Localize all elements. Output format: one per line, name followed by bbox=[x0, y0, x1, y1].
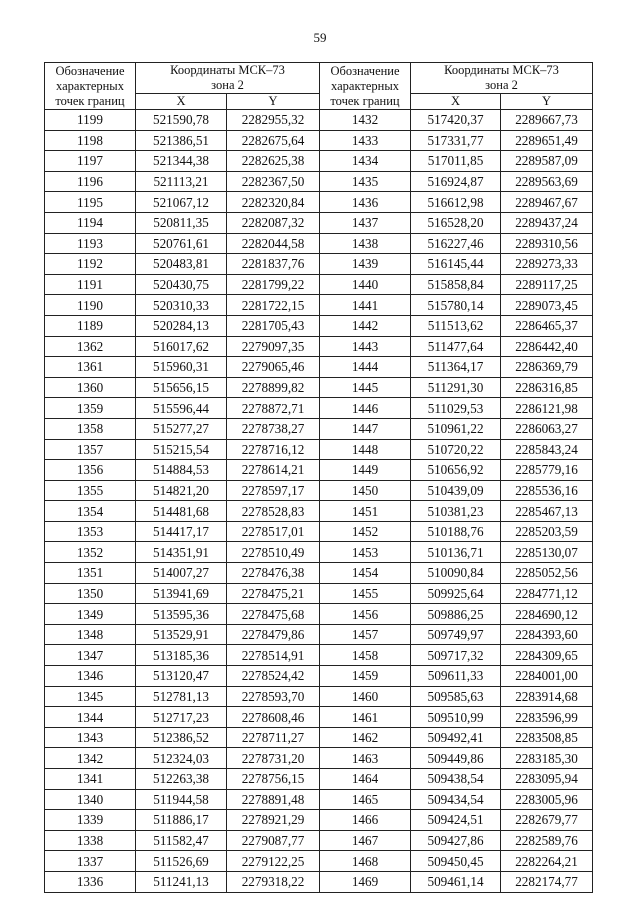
table-row bbox=[45, 171, 593, 192]
table-row bbox=[45, 254, 593, 275]
x-left-cell: 511241,13 bbox=[136, 871, 227, 892]
y-right-cell: 2289667,73 bbox=[501, 110, 593, 131]
x-left-cell: 514884,53 bbox=[136, 460, 227, 481]
y-left-cell: 2278891,48 bbox=[227, 789, 320, 810]
table-row bbox=[45, 274, 593, 295]
x-right-cell: 510136,71 bbox=[411, 542, 501, 563]
point-id-left-cell: 1348 bbox=[45, 624, 136, 645]
point-id-left-cell: 1350 bbox=[45, 583, 136, 604]
y-right-cell: 2282174,77 bbox=[501, 871, 593, 892]
y-left-cell: 2278614,21 bbox=[227, 460, 320, 481]
table-row bbox=[45, 871, 593, 892]
point-id-left-cell: 1339 bbox=[45, 810, 136, 831]
point-id-left-cell: 1194 bbox=[45, 212, 136, 233]
x-right-cell: 509585,63 bbox=[411, 686, 501, 707]
point-id-right-cell: 1447 bbox=[320, 418, 411, 439]
y-right-cell: 2285536,16 bbox=[501, 480, 593, 501]
point-id-left-cell: 1353 bbox=[45, 521, 136, 542]
table-row bbox=[45, 686, 593, 707]
point-id-left-cell: 1192 bbox=[45, 254, 136, 275]
designation-header-line3: точек границ bbox=[55, 93, 125, 108]
y-right-cell: 2286465,37 bbox=[501, 315, 593, 336]
table-row bbox=[45, 521, 593, 542]
page-number: 59 bbox=[313, 30, 327, 45]
table-row bbox=[45, 727, 593, 748]
point-id-right-cell: 1465 bbox=[320, 789, 411, 810]
x-right-cell: 509450,45 bbox=[411, 851, 501, 872]
x-left-cell: 520761,61 bbox=[136, 233, 227, 254]
x-left-cell: 516017,62 bbox=[136, 336, 227, 357]
point-id-left-cell: 1362 bbox=[45, 336, 136, 357]
x-left-cell: 514481,68 bbox=[136, 501, 227, 522]
y-right-cell: 2285130,07 bbox=[501, 542, 593, 563]
point-id-right-cell: 1434 bbox=[320, 151, 411, 172]
table-row bbox=[45, 130, 593, 151]
x-left-cell: 520483,81 bbox=[136, 254, 227, 275]
y-right-cell: 2283508,85 bbox=[501, 727, 593, 748]
point-id-left-cell: 1347 bbox=[45, 645, 136, 666]
designation-header-line1: Обозначение bbox=[55, 63, 125, 78]
point-id-left-cell: 1191 bbox=[45, 274, 136, 295]
y-left-cell: 2278517,01 bbox=[227, 521, 320, 542]
y-right-cell: 2285052,56 bbox=[501, 563, 593, 584]
x-left-cell: 512717,23 bbox=[136, 707, 227, 728]
y-left-cell: 2278731,20 bbox=[227, 748, 320, 769]
y-right-cell: 2286442,40 bbox=[501, 336, 593, 357]
designation-header-line2: характерных bbox=[331, 78, 399, 93]
table-row bbox=[45, 851, 593, 872]
point-id-left-cell: 1189 bbox=[45, 315, 136, 336]
x-right-cell: 510381,23 bbox=[411, 501, 501, 522]
y-left-cell: 2281799,22 bbox=[227, 274, 320, 295]
point-id-right-cell: 1456 bbox=[320, 604, 411, 625]
x-right-cell: 510188,76 bbox=[411, 521, 501, 542]
y-right-cell: 2283914,68 bbox=[501, 686, 593, 707]
point-id-right-cell: 1449 bbox=[320, 460, 411, 481]
y-right-cell: 2289273,33 bbox=[501, 254, 593, 275]
y-right-cell: 2286316,85 bbox=[501, 377, 593, 398]
point-id-right-cell: 1451 bbox=[320, 501, 411, 522]
y-left-cell: 2278921,29 bbox=[227, 810, 320, 831]
point-id-right-cell: 1445 bbox=[320, 377, 411, 398]
point-id-right-cell: 1459 bbox=[320, 666, 411, 687]
y-left-cell: 2278514,91 bbox=[227, 645, 320, 666]
designation-header-left bbox=[45, 63, 136, 110]
x-left-cell: 513941,69 bbox=[136, 583, 227, 604]
x-left-cell: 515215,54 bbox=[136, 439, 227, 460]
y-left-cell: 2281837,76 bbox=[227, 254, 320, 275]
point-id-left-cell: 1342 bbox=[45, 748, 136, 769]
x-left-cell: 521067,12 bbox=[136, 192, 227, 213]
point-id-left-cell: 1196 bbox=[45, 171, 136, 192]
y-left-cell: 2279097,35 bbox=[227, 336, 320, 357]
designation-header-line2: характерных bbox=[56, 78, 124, 93]
x-right-cell: 510720,22 bbox=[411, 439, 501, 460]
x-right-cell: 509434,54 bbox=[411, 789, 501, 810]
y-left-cell: 2278738,27 bbox=[227, 418, 320, 439]
point-id-left-cell: 1352 bbox=[45, 542, 136, 563]
y-right-cell: 2289587,09 bbox=[501, 151, 593, 172]
point-id-right-cell: 1450 bbox=[320, 480, 411, 501]
point-id-left-cell: 1359 bbox=[45, 398, 136, 419]
point-id-right-cell: 1437 bbox=[320, 212, 411, 233]
y-left-cell: 2279122,25 bbox=[227, 851, 320, 872]
x-header-right: X bbox=[411, 94, 501, 110]
table-row bbox=[45, 295, 593, 316]
point-id-right-cell: 1432 bbox=[320, 110, 411, 131]
table-row bbox=[45, 233, 593, 254]
y-left-cell: 2282367,50 bbox=[227, 171, 320, 192]
x-right-cell: 510439,09 bbox=[411, 480, 501, 501]
y-left-cell: 2279087,77 bbox=[227, 830, 320, 851]
point-id-left-cell: 1351 bbox=[45, 563, 136, 584]
point-id-left-cell: 1193 bbox=[45, 233, 136, 254]
x-right-cell: 516145,44 bbox=[411, 254, 501, 275]
x-right-cell: 509925,64 bbox=[411, 583, 501, 604]
table-row bbox=[45, 110, 593, 131]
y-right-cell: 2284309,65 bbox=[501, 645, 593, 666]
y-right-cell: 2286121,98 bbox=[501, 398, 593, 419]
point-id-right-cell: 1443 bbox=[320, 336, 411, 357]
y-left-cell: 2281705,43 bbox=[227, 315, 320, 336]
x-left-cell: 515656,15 bbox=[136, 377, 227, 398]
table-row bbox=[45, 460, 593, 481]
x-left-cell: 521386,51 bbox=[136, 130, 227, 151]
point-id-right-cell: 1466 bbox=[320, 810, 411, 831]
point-id-left-cell: 1337 bbox=[45, 851, 136, 872]
table-row bbox=[45, 439, 593, 460]
y-left-cell: 2281722,15 bbox=[227, 295, 320, 316]
point-id-right-cell: 1453 bbox=[320, 542, 411, 563]
table-row bbox=[45, 192, 593, 213]
y-left-cell: 2278608,46 bbox=[227, 707, 320, 728]
table-body bbox=[45, 110, 593, 893]
x-left-cell: 512781,13 bbox=[136, 686, 227, 707]
table-row bbox=[45, 336, 593, 357]
point-id-right-cell: 1467 bbox=[320, 830, 411, 851]
x-left-cell: 521344,38 bbox=[136, 151, 227, 172]
point-id-left-cell: 1195 bbox=[45, 192, 136, 213]
point-id-right-cell: 1468 bbox=[320, 851, 411, 872]
y-right-cell: 2282264,21 bbox=[501, 851, 593, 872]
point-id-left-cell: 1345 bbox=[45, 686, 136, 707]
y-left-cell: 2278528,83 bbox=[227, 501, 320, 522]
point-id-left-cell: 1338 bbox=[45, 830, 136, 851]
x-right-cell: 509438,54 bbox=[411, 769, 501, 790]
point-id-right-cell: 1462 bbox=[320, 727, 411, 748]
x-left-cell: 520811,35 bbox=[136, 212, 227, 233]
x-left-cell: 511944,58 bbox=[136, 789, 227, 810]
x-right-cell: 509886,25 bbox=[411, 604, 501, 625]
y-right-cell: 2289073,45 bbox=[501, 295, 593, 316]
point-id-right-cell: 1463 bbox=[320, 748, 411, 769]
y-right-cell: 2284001,00 bbox=[501, 666, 593, 687]
x-right-cell: 511291,30 bbox=[411, 377, 501, 398]
y-right-cell: 2286063,27 bbox=[501, 418, 593, 439]
y-right-cell: 2284690,12 bbox=[501, 604, 593, 625]
table-row bbox=[45, 666, 593, 687]
coordinates-table bbox=[44, 62, 593, 893]
x-left-cell: 521113,21 bbox=[136, 171, 227, 192]
coords-header-line1: Координаты МСК–73 bbox=[170, 63, 285, 77]
y-left-cell: 2282625,38 bbox=[227, 151, 320, 172]
x-left-cell: 515596,44 bbox=[136, 398, 227, 419]
y-left-cell: 2282044,58 bbox=[227, 233, 320, 254]
point-id-right-cell: 1464 bbox=[320, 769, 411, 790]
point-id-right-cell: 1458 bbox=[320, 645, 411, 666]
y-right-cell: 2285843,24 bbox=[501, 439, 593, 460]
point-id-left-cell: 1349 bbox=[45, 604, 136, 625]
y-left-cell: 2278716,12 bbox=[227, 439, 320, 460]
x-right-cell: 509424,51 bbox=[411, 810, 501, 831]
point-id-right-cell: 1469 bbox=[320, 871, 411, 892]
table-row bbox=[45, 583, 593, 604]
x-left-cell: 514007,27 bbox=[136, 563, 227, 584]
table-row bbox=[45, 357, 593, 378]
x-right-cell: 516528,20 bbox=[411, 212, 501, 233]
x-right-cell: 510961,22 bbox=[411, 418, 501, 439]
coords-header-line2: зона 2 bbox=[211, 78, 244, 92]
point-id-left-cell: 1198 bbox=[45, 130, 136, 151]
point-id-left-cell: 1361 bbox=[45, 357, 136, 378]
point-id-right-cell: 1446 bbox=[320, 398, 411, 419]
point-id-right-cell: 1455 bbox=[320, 583, 411, 604]
y-right-cell: 2284771,12 bbox=[501, 583, 593, 604]
y-left-cell: 2278479,86 bbox=[227, 624, 320, 645]
x-left-cell: 515277,27 bbox=[136, 418, 227, 439]
table-row bbox=[45, 624, 593, 645]
point-id-left-cell: 1340 bbox=[45, 789, 136, 810]
x-left-cell: 520310,33 bbox=[136, 295, 227, 316]
table-row bbox=[45, 707, 593, 728]
table-row bbox=[45, 810, 593, 831]
y-left-cell: 2279318,22 bbox=[227, 871, 320, 892]
point-id-right-cell: 1439 bbox=[320, 254, 411, 275]
x-left-cell: 520430,75 bbox=[136, 274, 227, 295]
point-id-left-cell: 1199 bbox=[45, 110, 136, 131]
y-left-cell: 2278475,68 bbox=[227, 604, 320, 625]
point-id-left-cell: 1357 bbox=[45, 439, 136, 460]
y-left-cell: 2278476,38 bbox=[227, 563, 320, 584]
table-row bbox=[45, 480, 593, 501]
y-left-cell: 2282955,32 bbox=[227, 110, 320, 131]
x-left-cell: 512324,03 bbox=[136, 748, 227, 769]
x-right-cell: 509492,41 bbox=[411, 727, 501, 748]
x-left-cell: 520284,13 bbox=[136, 315, 227, 336]
coords-header-left bbox=[136, 63, 320, 94]
point-id-right-cell: 1448 bbox=[320, 439, 411, 460]
point-id-right-cell: 1461 bbox=[320, 707, 411, 728]
point-id-right-cell: 1457 bbox=[320, 624, 411, 645]
y-right-cell: 2289117,25 bbox=[501, 274, 593, 295]
point-id-left-cell: 1358 bbox=[45, 418, 136, 439]
table-row bbox=[45, 830, 593, 851]
x-left-cell: 513595,36 bbox=[136, 604, 227, 625]
x-right-cell: 517331,77 bbox=[411, 130, 501, 151]
coords-header-line2: зона 2 bbox=[485, 78, 518, 92]
point-id-right-cell: 1433 bbox=[320, 130, 411, 151]
x-right-cell: 516227,46 bbox=[411, 233, 501, 254]
x-left-cell: 515960,31 bbox=[136, 357, 227, 378]
table-row bbox=[45, 563, 593, 584]
point-id-right-cell: 1435 bbox=[320, 171, 411, 192]
y-left-cell: 2282087,32 bbox=[227, 212, 320, 233]
y-right-cell: 2282679,77 bbox=[501, 810, 593, 831]
y-left-cell: 2278756,15 bbox=[227, 769, 320, 790]
table-row bbox=[45, 377, 593, 398]
y-right-cell: 2289651,49 bbox=[501, 130, 593, 151]
x-left-cell: 513120,47 bbox=[136, 666, 227, 687]
point-id-right-cell: 1436 bbox=[320, 192, 411, 213]
x-left-cell: 514351,91 bbox=[136, 542, 227, 563]
y-right-cell: 2284393,60 bbox=[501, 624, 593, 645]
x-left-cell: 511526,69 bbox=[136, 851, 227, 872]
x-left-cell: 511582,47 bbox=[136, 830, 227, 851]
x-right-cell: 511029,53 bbox=[411, 398, 501, 419]
y-left-cell: 2278475,21 bbox=[227, 583, 320, 604]
designation-header-right bbox=[320, 63, 411, 110]
x-left-cell: 511886,17 bbox=[136, 810, 227, 831]
y-right-cell: 2285467,13 bbox=[501, 501, 593, 522]
y-right-cell: 2283095,94 bbox=[501, 769, 593, 790]
x-left-cell: 521590,78 bbox=[136, 110, 227, 131]
x-left-cell: 514417,17 bbox=[136, 521, 227, 542]
x-right-cell: 509449,86 bbox=[411, 748, 501, 769]
table-row bbox=[45, 501, 593, 522]
x-left-cell: 512263,38 bbox=[136, 769, 227, 790]
point-id-left-cell: 1355 bbox=[45, 480, 136, 501]
point-id-left-cell: 1197 bbox=[45, 151, 136, 172]
x-right-cell: 511513,62 bbox=[411, 315, 501, 336]
y-left-cell: 2279065,46 bbox=[227, 357, 320, 378]
table-row bbox=[45, 604, 593, 625]
point-id-right-cell: 1454 bbox=[320, 563, 411, 584]
y-left-cell: 2278593,70 bbox=[227, 686, 320, 707]
x-right-cell: 509749,97 bbox=[411, 624, 501, 645]
x-left-cell: 514821,20 bbox=[136, 480, 227, 501]
table-row bbox=[45, 645, 593, 666]
y-right-cell: 2289310,56 bbox=[501, 233, 593, 254]
y-right-cell: 2289437,24 bbox=[501, 212, 593, 233]
point-id-right-cell: 1460 bbox=[320, 686, 411, 707]
point-id-right-cell: 1441 bbox=[320, 295, 411, 316]
designation-header-line3: точек границ bbox=[330, 93, 400, 108]
x-right-cell: 510656,92 bbox=[411, 460, 501, 481]
table-row bbox=[45, 748, 593, 769]
x-right-cell: 509611,33 bbox=[411, 666, 501, 687]
point-id-right-cell: 1438 bbox=[320, 233, 411, 254]
x-left-cell: 512386,52 bbox=[136, 727, 227, 748]
table-row bbox=[45, 398, 593, 419]
y-right-cell: 2285203,59 bbox=[501, 521, 593, 542]
point-id-right-cell: 1444 bbox=[320, 357, 411, 378]
x-left-cell: 513529,91 bbox=[136, 624, 227, 645]
y-left-cell: 2282320,84 bbox=[227, 192, 320, 213]
table-row bbox=[45, 418, 593, 439]
y-right-cell: 2289563,69 bbox=[501, 171, 593, 192]
point-id-left-cell: 1336 bbox=[45, 871, 136, 892]
y-header-left: Y bbox=[227, 94, 320, 110]
x-left-cell: 513185,36 bbox=[136, 645, 227, 666]
y-left-cell: 2278524,42 bbox=[227, 666, 320, 687]
y-left-cell: 2278510,49 bbox=[227, 542, 320, 563]
y-left-cell: 2278711,27 bbox=[227, 727, 320, 748]
point-id-left-cell: 1343 bbox=[45, 727, 136, 748]
x-right-cell: 515780,14 bbox=[411, 295, 501, 316]
x-right-cell: 517420,37 bbox=[411, 110, 501, 131]
coords-header-line1: Координаты МСК–73 bbox=[444, 63, 559, 77]
point-id-left-cell: 1356 bbox=[45, 460, 136, 481]
point-id-left-cell: 1341 bbox=[45, 769, 136, 790]
x-right-cell: 509461,14 bbox=[411, 871, 501, 892]
y-right-cell: 2283596,99 bbox=[501, 707, 593, 728]
x-header-left: X bbox=[136, 94, 227, 110]
coords-header-right bbox=[411, 63, 593, 94]
x-right-cell: 511364,17 bbox=[411, 357, 501, 378]
x-right-cell: 510090,84 bbox=[411, 563, 501, 584]
y-right-cell: 2283005,96 bbox=[501, 789, 593, 810]
table-row bbox=[45, 769, 593, 790]
y-left-cell: 2278872,71 bbox=[227, 398, 320, 419]
x-right-cell: 516612,98 bbox=[411, 192, 501, 213]
point-id-right-cell: 1452 bbox=[320, 521, 411, 542]
y-left-cell: 2278899,82 bbox=[227, 377, 320, 398]
y-header-right: Y bbox=[501, 94, 593, 110]
x-right-cell: 517011,85 bbox=[411, 151, 501, 172]
y-right-cell: 2289467,67 bbox=[501, 192, 593, 213]
point-id-left-cell: 1344 bbox=[45, 707, 136, 728]
designation-header-line1: Обозначение bbox=[330, 63, 400, 78]
y-right-cell: 2283185,30 bbox=[501, 748, 593, 769]
y-right-cell: 2282589,76 bbox=[501, 830, 593, 851]
table-row bbox=[45, 151, 593, 172]
y-left-cell: 2278597,17 bbox=[227, 480, 320, 501]
x-right-cell: 509427,86 bbox=[411, 830, 501, 851]
point-id-left-cell: 1346 bbox=[45, 666, 136, 687]
y-right-cell: 2286369,79 bbox=[501, 357, 593, 378]
point-id-right-cell: 1442 bbox=[320, 315, 411, 336]
x-right-cell: 509510,99 bbox=[411, 707, 501, 728]
x-right-cell: 515858,84 bbox=[411, 274, 501, 295]
point-id-left-cell: 1190 bbox=[45, 295, 136, 316]
x-right-cell: 516924,87 bbox=[411, 171, 501, 192]
x-right-cell: 511477,64 bbox=[411, 336, 501, 357]
table-row bbox=[45, 542, 593, 563]
y-left-cell: 2282675,64 bbox=[227, 130, 320, 151]
table-row bbox=[45, 789, 593, 810]
point-id-right-cell: 1440 bbox=[320, 274, 411, 295]
point-id-left-cell: 1360 bbox=[45, 377, 136, 398]
point-id-left-cell: 1354 bbox=[45, 501, 136, 522]
x-right-cell: 509717,32 bbox=[411, 645, 501, 666]
table-row bbox=[45, 315, 593, 336]
y-right-cell: 2285779,16 bbox=[501, 460, 593, 481]
table-row bbox=[45, 212, 593, 233]
